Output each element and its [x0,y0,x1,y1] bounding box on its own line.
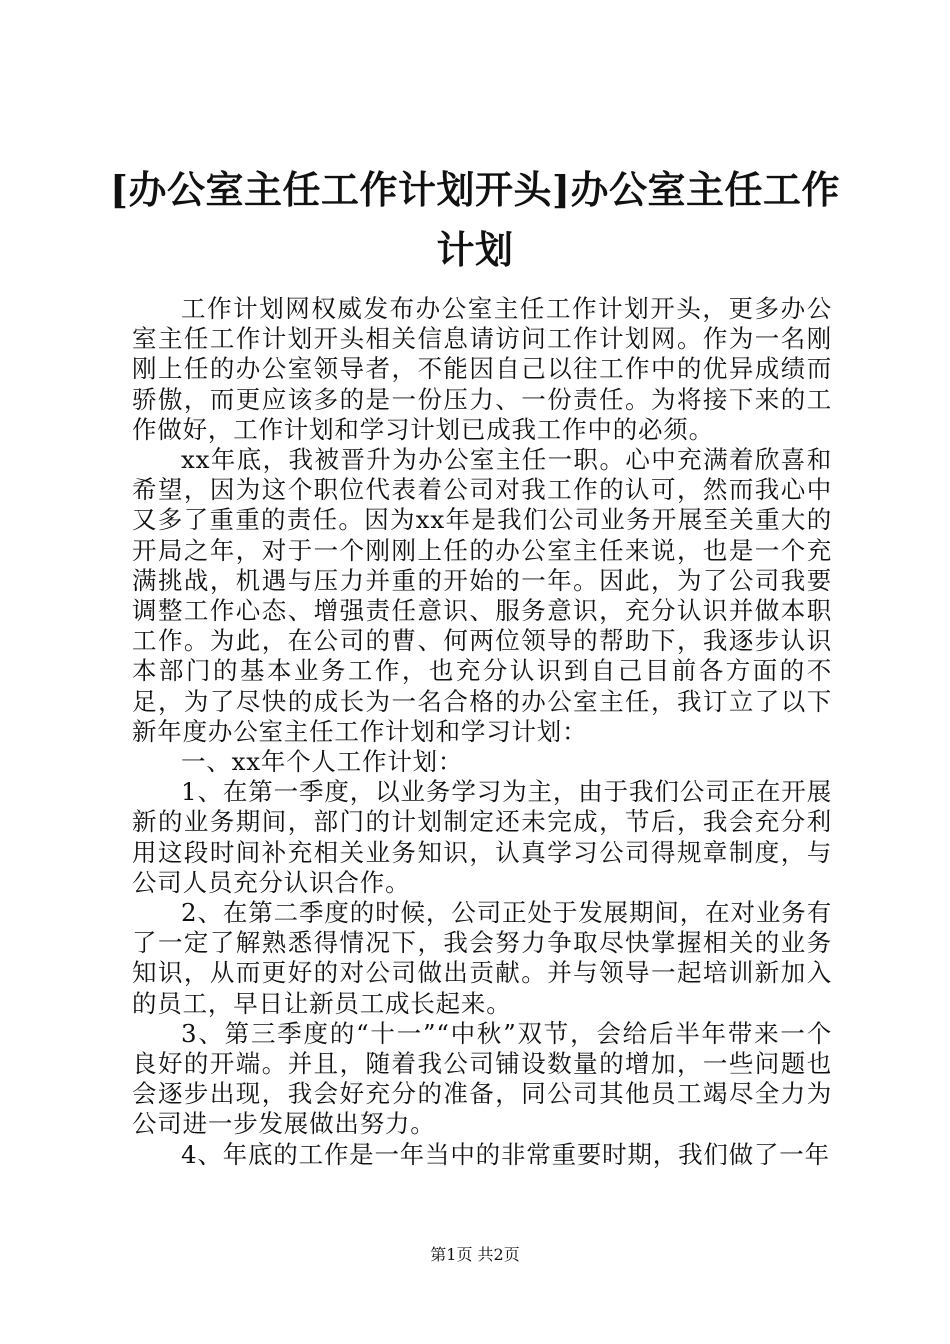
paragraph: 2、在第二季度的时候，公司正处于发展期间，在对业务有了一定了解熟悉得情况下，我会努力争取尽快掌握相关的业务知识，从而更好的对公司做出贡献。并与领导一起培训新加入的员工，早日让新员工成长起来。 [132,898,832,1018]
document-title: [办公室主任工作计划开头]办公室主任工作计划 [110,167,840,272]
paragraph: xx年底，我被晋升为办公室主任一职。心中充满着欣喜和希望，因为这个职位代表着公司对我工作的认可，然而我心中又多了重重的责任。因为xx年是我们公司业务开展至关重大的开局之年，对于一个刚刚上任的办公室主任来说，也是一个充满挑战，机遇与压力并重的开始的一年。因此，为了公司我要调整工作心态、增强责任意识、服务意识，充分认识并做本职工作。为此，在公司的曹、何两位领导的帮助下，我逐步认识本部门的基本业务工作，也充分认识到自己目前各方面的不足，为了尽快的成长为一名合格的办公室主任，我订立了以下新年度办公室主任工作计划和学习计划： [132,445,832,746]
section-heading: 一、xx年个人工作计划： [181,747,464,777]
document-body [132,294,832,1170]
paragraph: 工作计划网权威发布办公室主任工作计划开头，更多办公室主任工作计划开头相关信息请访问工作计划网。作为一名刚刚上任的办公室领导者，不能因自己以往工作中的优异成绩而骄傲，而更应该多的是一份压力、一份责任。为将接下来的工作做好，工作计划和学习计划已成我工作中的必须。 [132,294,832,444]
paragraph: 1、在第一季度，以业务学习为主，由于我们公司正在开展新的业务期间，部门的计划制定还未完成，节后，我会充分利用这段时间补充相关业务知识，认真学习公司得规章制度，与公司人员充分认识合作。 [132,777,832,897]
page-footer: 第1页 共2页 [430,1245,520,1264]
paragraph: 4、年底的工作是一年当中的非常重要时期，我们做了一年 [181,1139,830,1169]
paragraph: 3、第三季度的“十一”“中秋”双节，会给后半年带来一个良好的开端。并且，随着我公司铺设数量的增加，一些问题也会逐步出现，我会好充分的准备，同公司其他员工竭尽全力为公司进一步发展做出努力。 [132,1018,832,1139]
